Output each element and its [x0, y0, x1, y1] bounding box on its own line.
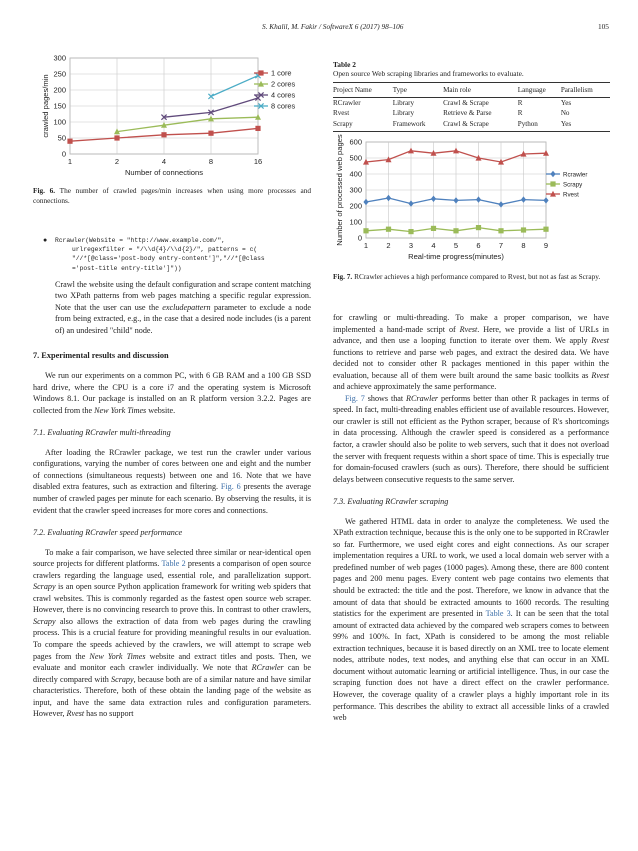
text-run: can be directly compared with [33, 663, 311, 684]
y-tick-label: 300 [53, 53, 66, 63]
data-point [67, 139, 72, 144]
subsection-7-3-heading: 7.3. Evaluating RCrawler scraping [333, 497, 449, 507]
y-tick-label: 200 [349, 201, 362, 211]
y-tick-label: 250 [53, 69, 66, 79]
x-tick-label: 2 [386, 241, 391, 250]
code-example [43, 236, 311, 273]
x-tick-label: 16 [253, 157, 263, 166]
y-tick-label: 400 [349, 169, 362, 179]
figure-6-caption [33, 186, 311, 206]
legend-label: 1 core [271, 68, 292, 78]
table-cell: Framework [393, 119, 443, 132]
y-axis-label: Number of processed web pages [335, 134, 344, 246]
text-run: presents the average number of crawled pages per minute for each scenario. By observing the results, it is evident that the crawler speed increases for more cores and connections. [33, 482, 312, 515]
x-tick-label: 8 [208, 157, 214, 166]
text-run: Rvest [459, 324, 478, 334]
x-tick-label: 5 [453, 241, 459, 250]
table-cell: Library [392, 109, 415, 118]
bullet-icon: ● [43, 237, 48, 244]
y-tick-label: 100 [53, 117, 66, 127]
y-axis-label: crawled pages/min [41, 74, 50, 138]
legend-marker [550, 181, 555, 186]
data-point [431, 226, 436, 231]
text-run: . Here, we provide a list of URLs in advance, and then use a looping function to iterate over them. We apply [333, 324, 609, 346]
figure-6-caption-label: Fig. 6. [33, 186, 56, 195]
text-run: parameter to exclude a node from being extracted, e.g., in the case that a desired node includes (is a parent of) an undesired "child" node. [55, 302, 311, 335]
text-run: also allows the extraction of data from web pages during the crawling process. This is a crucial feature for providing meaningful results in our evaluation. To compare the speeds achieved by the crawlers, we will attempt to scrape web pages from the [33, 616, 311, 661]
text-run: website. [146, 405, 176, 415]
legend-label: 4 cores [271, 90, 296, 100]
x-tick-label: 2 [114, 157, 120, 166]
y-tick-label: 150 [53, 101, 66, 111]
code-line: ='post-title entry-title']")) [72, 264, 182, 272]
paragraph [333, 516, 609, 724]
table-header-row [333, 83, 610, 98]
text-run: New York Times [94, 405, 147, 415]
legend-label: 8 cores [271, 101, 296, 111]
y-tick-label: 0 [61, 149, 66, 159]
table-cell: Python [518, 119, 561, 132]
table-2-link[interactable]: Table 2 [161, 559, 186, 569]
table-cell: No [560, 109, 570, 118]
figure-7-link[interactable]: Fig. 7 [345, 393, 365, 403]
table-cell: R [517, 109, 523, 118]
text-run: excludepattern [162, 302, 211, 312]
legend-label: Rvest [563, 191, 579, 199]
table-cell: Yes [560, 98, 572, 107]
table-2-caption: Open source Web scraping libraries and frameworks to evaluate. [333, 69, 524, 78]
text-run: Scrapy [111, 674, 134, 684]
data-point [255, 126, 260, 131]
code-line: urlregexfilter = "/\\d{4}/\\d{2}/", patterns = c( [72, 246, 258, 254]
x-tick-label: 6 [476, 241, 481, 250]
y-tick-label: 100 [349, 217, 362, 227]
table-row [333, 98, 610, 109]
x-axis-label: Number of connections [124, 168, 204, 177]
paragraph [33, 547, 311, 720]
text-run: Rvest [591, 370, 609, 380]
paragraph [33, 447, 311, 516]
figure-7-caption-label: Fig. 7. [333, 272, 353, 281]
data-point [543, 227, 548, 232]
text-run: RCrawler [251, 663, 284, 673]
table-header-cell: Project Name [333, 83, 393, 98]
table-cell: Retrieve & Parse [443, 109, 492, 118]
text-run: is an open source Python application framework for writing web spiders that crawl websites. This is commonly regarded as the fastest open source web scraper. However, there is no convincing research to prove this. In contrast to other crawlers, [33, 582, 311, 615]
text-run: performs better than other R packages in terms of speed. In fact, multi-threading enables efficient use of available resources. However, our crawler is still not efficient as the Python scraper, because of R's shortcomings in data processing. Although the crawler speed is considered as a performance factor, a crawler should also be polite to web servers, such that it does not overload the server with frequent requests within a short space of time. This is especially true for domain-focused crawlers (such as ours). Therefore, there should be sufficient delays between consecutive requests to the same server. [333, 393, 610, 484]
text-run: . It can be seen that the total amount of extracted data achieved by the compared web scrapers comes to between 99% and 100%. In fact, XPath is considered to be among the most reliable extraction techniques, because it is based directly on an XML tree to locate element nodes, attribute nodes, text nodes, and anything else that can occur in an XML document without automatic learning or artificial intelligence. Thus, in our case the scraping function does not have a direct effect on the crawler performance. However, the coverage quality of a crawler plays a highly important role in its performance. This describes the ability to extract all accessible links of a crawled web [333, 609, 609, 723]
legend-label: Scrapy [563, 181, 583, 189]
y-tick-label: 500 [349, 153, 362, 163]
text-run: and achieve approximately the same performance. [333, 382, 497, 392]
text-run: shows that [364, 393, 407, 403]
x-tick-label: 8 [521, 241, 526, 250]
table-row [333, 109, 610, 120]
table-cell: Crawl & Scrape [443, 98, 489, 107]
paragraph [33, 370, 311, 416]
text-run: Scrapy [33, 616, 56, 626]
figure-7-chart [335, 134, 614, 266]
paragraph [333, 312, 609, 393]
page-number: 105 [598, 22, 609, 31]
table-header-cell: Type [393, 83, 443, 98]
text-run: website and extract titles and posts. Then, we evaluate and monitor each crawler individually. We note that [33, 651, 311, 673]
text-run: for crawling or multi-threading. To make a proper comparison, we have implemented a hand-made script of [333, 313, 609, 334]
x-tick-label: 4 [161, 157, 167, 166]
code-line: "//*[@class='post-body entry-content']","//*[@class [72, 255, 265, 263]
text-run: After loading the RCrawler package, we test run the crawler under various configurations, varying the number of cores between one and eight and the number of connections (simultaneous requests) between one and 16. Note that we have disabled extra features, such as extraction and filtering. [33, 447, 311, 492]
data-point [453, 228, 458, 233]
x-tick-label: 3 [408, 241, 414, 250]
text-run: Rvest [591, 336, 609, 346]
x-tick-label: 1 [67, 157, 73, 166]
data-point [161, 132, 166, 137]
left-column [33, 236, 311, 720]
y-tick-label: 300 [349, 185, 362, 195]
code-line: Rcrawler(Website = "http://www.example.com/", [55, 237, 226, 244]
x-axis-label: Real-time progress(minutes) [408, 252, 504, 261]
legend-marker [258, 70, 263, 75]
figure-6-chart [42, 48, 302, 198]
x-tick-label: 4 [431, 241, 436, 250]
legend-marker [550, 171, 555, 177]
table-cell: R [517, 98, 523, 107]
section-7-heading: 7. Experimental results and discussion [33, 350, 169, 360]
subsection-7-2-heading: 7.2. Evaluating RCrawler speed performance [33, 528, 183, 538]
table-2-grid [333, 82, 610, 132]
text-run: Rvest [66, 709, 85, 719]
text-run: New York Times [89, 651, 146, 661]
data-point [498, 228, 503, 233]
right-column [333, 312, 609, 724]
data-point [114, 135, 119, 140]
table-header-cell: Language [518, 83, 561, 98]
text-run: , because both are of a similar nature and have similar characteristics. Therefore, both of these obtain the landing page of the website as input, and have the same data extraction rules and configuration parameters. However, [33, 674, 312, 719]
subsection-7-1-heading: 7.1. Evaluating RCrawler multi-threading [33, 428, 171, 438]
y-tick-label: 50 [57, 133, 66, 143]
table-cell: Crawl & Scrape [443, 119, 518, 132]
y-tick-label: 0 [357, 233, 362, 243]
text-run: Scrapy [33, 582, 56, 592]
table-cell: RCrawler [333, 98, 361, 107]
table-row [333, 119, 610, 132]
text-run: presents a comparison of open source crawlers regarding the language used, essential role, and parallelization support. [33, 559, 311, 580]
data-point [476, 225, 481, 230]
data-point [363, 228, 368, 233]
data-point [521, 227, 526, 232]
text-run: RCrawler [406, 393, 439, 403]
paragraph [333, 393, 609, 485]
data-point [386, 227, 391, 232]
x-tick-label: 1 [363, 241, 369, 250]
running-title: S. Khalil, M. Fakir / SoftwareX 6 (2017) 98–106 [262, 22, 404, 31]
text-run: To make a fair comparison, we have selected three similar or near-identical open source projects for different platforms. [33, 547, 311, 569]
table-cell: Scrapy [333, 119, 393, 132]
text-run: We gathered HTML data in order to analyze the completeness. We used the XPath extraction technique, because this is the only one to be supported in RCrawler so far. Furthermore, we used eight cores and eight connections. As our scraper implementation requires a URL to work, we used a local domain web server with a predefined number of web pages (1000 pages). Among these, there are 800 content pages and 200 menu pages. Every content web page contains two elements that should be extracted: the title and the post. Therefore, we know in advance that the amount of data that should be extracted amounts to 1600 records. The resulting statistics for the experiment are presented in [333, 516, 609, 619]
x-tick-label: 7 [498, 241, 504, 250]
table-cell: Yes [561, 119, 610, 132]
table-cell: Rvest [333, 109, 350, 118]
text-run: has no support [84, 709, 134, 719]
legend-label: 2 cores [271, 79, 296, 89]
x-tick-label: 9 [543, 241, 549, 250]
table-3-link[interactable]: Table 3 [485, 609, 511, 619]
figure-7-caption [333, 272, 609, 282]
figure-6-caption-text: The number of crawled pages/min increases when using more processes and connections. [33, 186, 311, 205]
figure-7-caption-text: RCrawler achieves a high performance compared to Rvest, but not as fast as Scrapy. [354, 272, 601, 281]
text-run: We run our experiments on a common PC, with 6 GB RAM and a 100 GB SSD hard drive, where the CPU is a core i7 and the operating system is Microsoft Windows 8.1. Our package is installed on an R platform version 3.2.2. Pages are collected from the [33, 371, 311, 415]
y-tick-label: 600 [349, 137, 362, 147]
legend-label: Rcrawler [563, 171, 588, 179]
code-explanation [55, 279, 311, 337]
table-header-cell: Parallelism [561, 83, 610, 98]
text-run: Crawl the website using the default configuration and scrape content matching two XPath patterns from web pages matching a specific regular expression. Note that the user can use the [55, 279, 311, 312]
table-header-cell: Main role [443, 83, 518, 98]
table-cell: Library [392, 98, 415, 107]
figure-6-link[interactable]: Fig. 6 [220, 482, 241, 492]
table-2-title: Table 2 [333, 60, 356, 69]
text-run: functions to retrieve and parse web pages, and extract the desired data. We have decided not to consider other R packages mentioned in this paper within the evaluation, because all of them were built around the same basic toolkits as [333, 347, 609, 380]
data-point [408, 229, 413, 234]
y-tick-label: 200 [53, 85, 66, 95]
table-2 [333, 60, 610, 132]
data-point [208, 131, 213, 136]
